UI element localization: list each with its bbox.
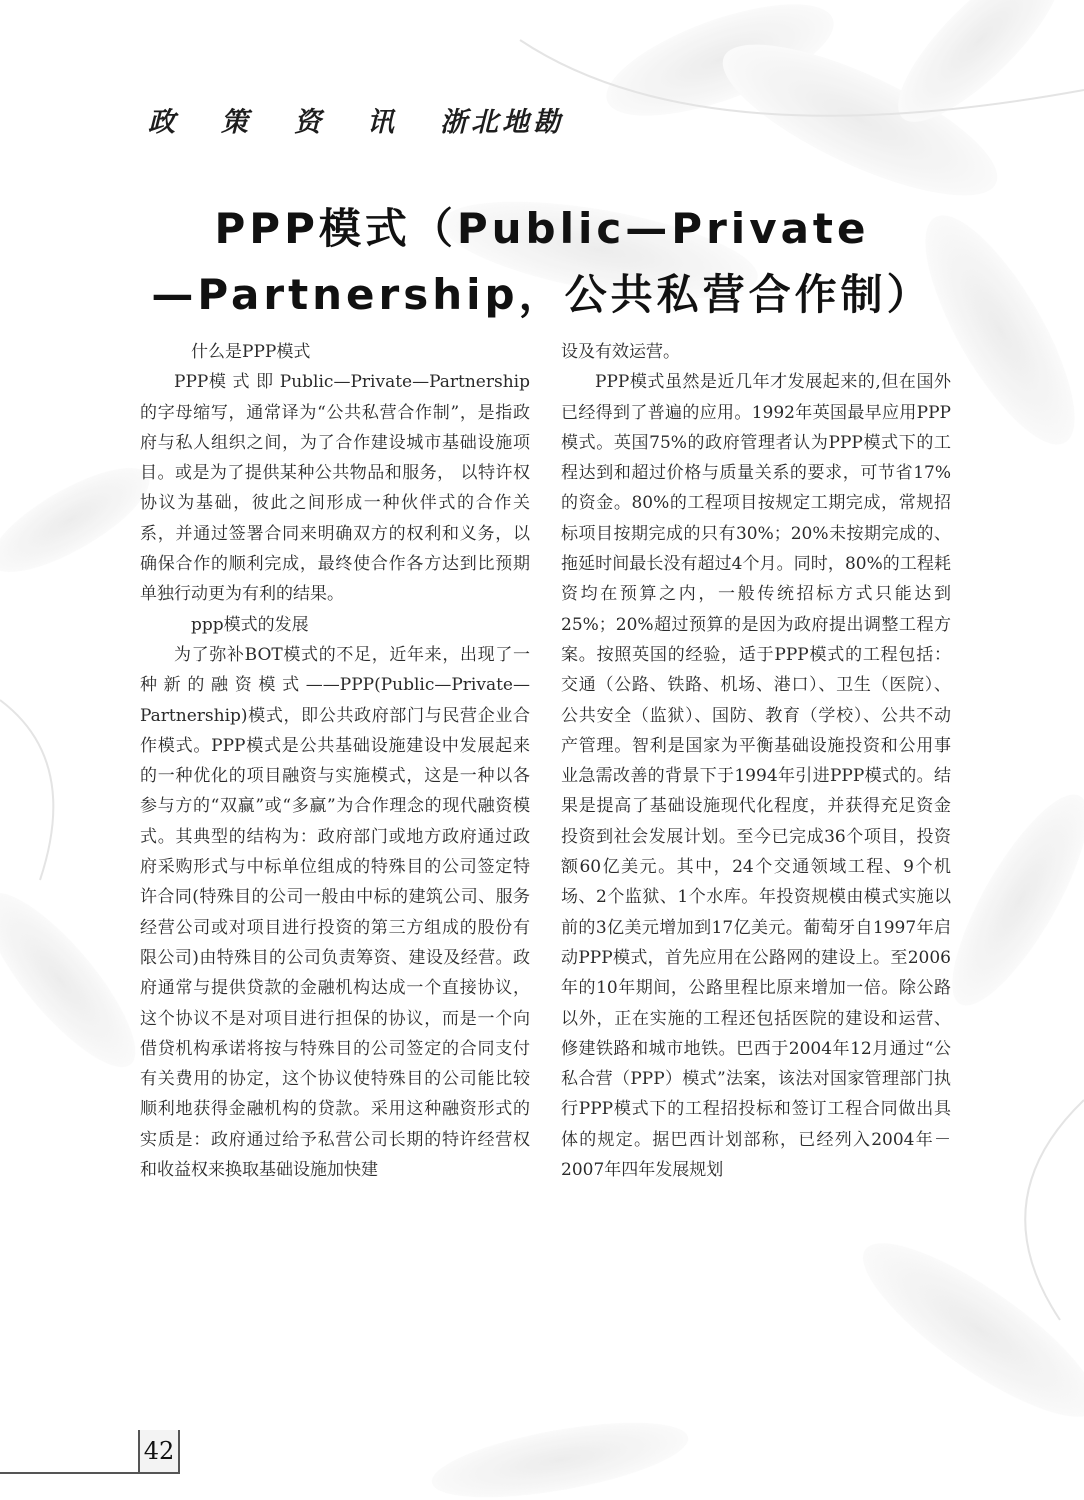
title-line-1: PPP模式（Public—Private [214,204,870,253]
section-char: 策 [221,106,248,138]
section-header [148,96,564,142]
page-number: 42 [138,1430,180,1472]
section-heading: 什么是PPP模式 [191,342,311,362]
brand-name: 浙北地勘 [440,106,564,138]
section-char: 资 [294,106,321,138]
title-line-2: —Partnership，公共私营合作制） [151,270,933,319]
left-column [140,337,530,1185]
body-paragraph: PPP模 式 即 Public—Private—Partnership的字母缩写，通常译为“公共私营合作制”，是指政府与私人组织之间，为了合作建设城市基础设施项目。或是为了提供某种公共物品和服务， 以特许权协议为基础，彼此之间形成一种伙伴式的合作关系，并通过签署合同来明确双方的权利和义务，以确保合作的顺利完成，最终使合作各方达到比预期单独行动更为有利的结果。 [140,372,530,605]
right-column [561,337,951,1185]
body-paragraph: PPP模式虽然是近几年才发展起来的,但在国外已经得到了普遍的应用。1992年英国最早应用PPP模式。英国75%的政府管理者认为PPP模式下的工程达到和超过价格与质量关系的要求，可节省17%的资金。80%的工程项目按规定工期完成，常规招标项目按期完成的只有30%；20%未按期完成的、拖延时间最长没有超过4个月。同时，80%的工程耗资均在预算之内，一般传统招标方式只能达到25%；20%超过预算的是因为政府提出调整工程方案。按照英国的经验，适于PPP模式的工程包括：交通（公路、铁路、机场、港口）、卫生（医院）、公共安全（监狱）、国防、教育（学校）、公共不动产管理。智利是国家为平衡基础设施投资和公用事业急需改善的背景下于1994年引进PPP模式的。结果是提高了基础设施现代化程度，并获得充足资金投资到社会发展计划。至今已完成36个项目，投资额60亿美元。其中，24个交通领域工程、9个机场、2个监狱、1个水库。年投资规模由模式实施以前的3亿美元增加到17亿美元。葡萄牙自1997年启动PPP模式，首先应用在公路网的建设上。至2006年的10年期间，公路里程比原来增加一倍。除公路以外，正在实施的工程还包括医院的建设和运营、修建铁路和城市地铁。巴西于2004年12月通过“公私合营（PPP）模式”法案，该法对国家管理部门执行PPP模式下的工程招投标和签订工程合同做出具体的规定。据巴西计划部称，已经列入2004年－2007年四年发展规划 [561,372,951,1181]
section-char: 讯 [367,106,394,138]
section-char: 政 [148,106,175,138]
article-title [60,196,1024,328]
continued-paragraph: 设及有效运营。 [561,342,680,362]
footer-rule [0,1472,180,1474]
section-heading: ppp模式的发展 [191,614,309,635]
body-paragraph: 为了弥补BOT模式的不足，近年来，出现了一种新的融资模式——PPP(Public—Private—Partnership)模式，即公共政府部门与民营企业合作模式。PPP模式是公共基础设施建设中发展起来的一种优化的项目融资与实施模式，这是一种以各参与方的“双赢”或“多赢”为合作理念的现代融资模式。其典型的结构为：政府部门或地方政府通过政府采购形式与中标单位组成的特殊目的公司签定特许合同(特殊目的公司一般由中标的建筑公司、服务经营公司或对项目进行投资的第三方组成的股份有限公司)由特殊目的公司负责筹资、建设及经营。政府通常与提供贷款的金融机构达成一个直接协议，这个协议不是对项目进行担保的协议，而是一个向借贷机构承诺将按与特殊目的公司签定的合同支付有关费用的协定，这个协议使特殊目的公司能比较顺利地获得金融机构的贷款。采用这种融资形式的实质是：政府通过给予私营公司长期的特许经营权和收益权来换取基础设施加快建 [140,644,530,1181]
